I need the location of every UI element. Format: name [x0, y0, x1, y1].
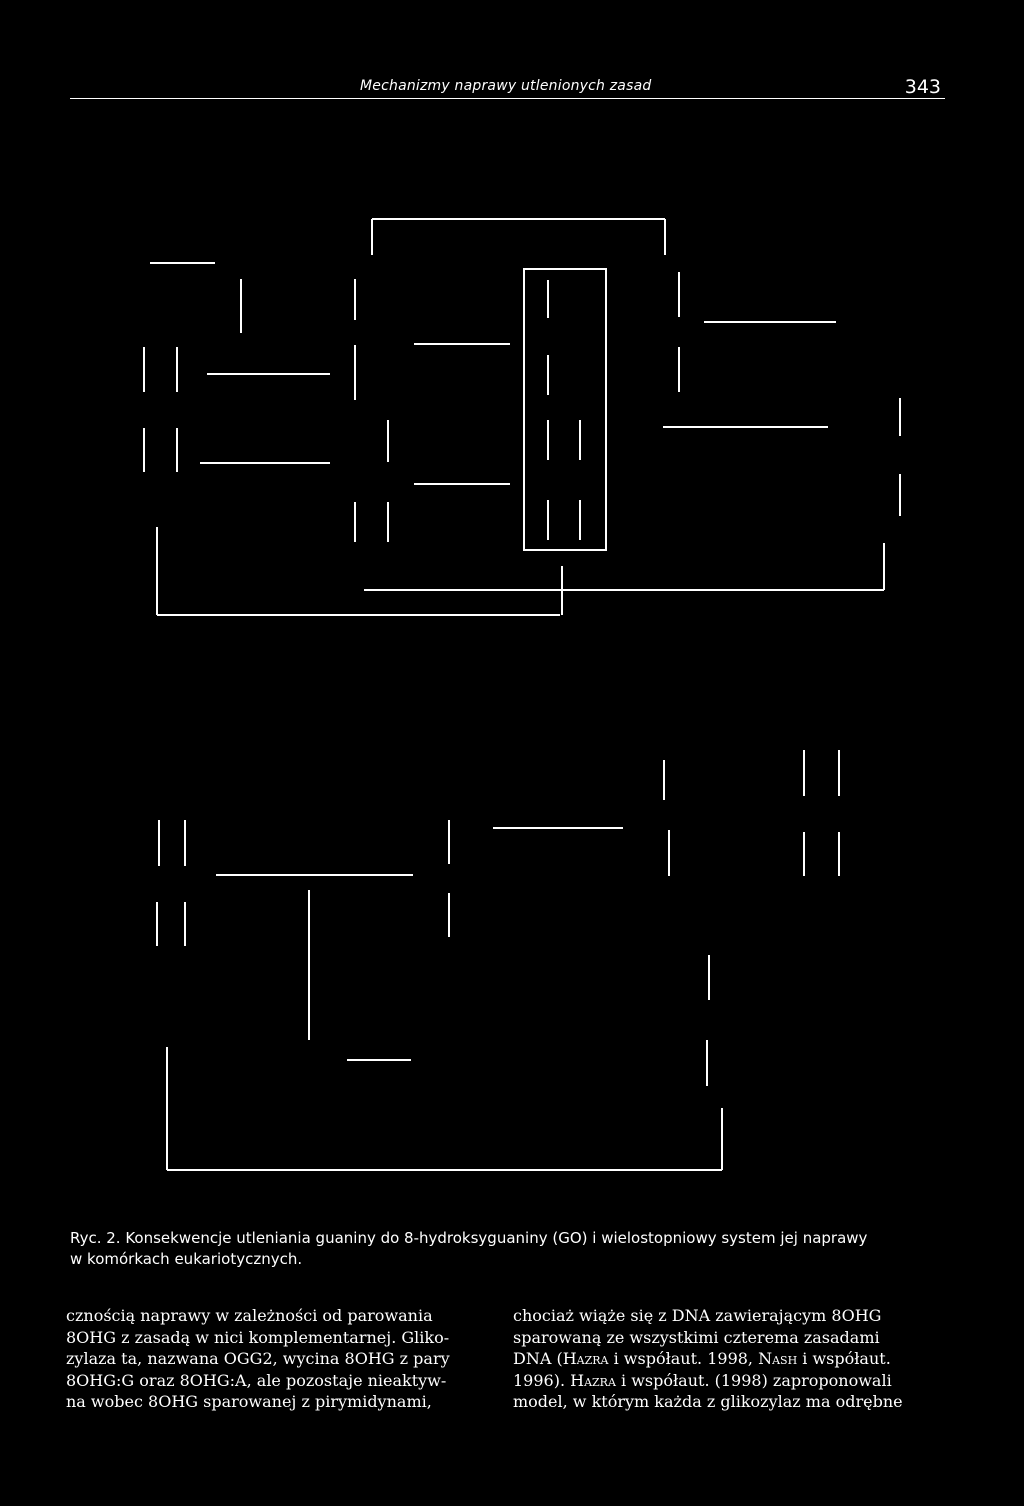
- upper-diagram: [144, 219, 900, 615]
- text-line: na wobec 8OHG sparowanej z pirymidynami,: [66, 1392, 432, 1411]
- body-column-right: [513, 1305, 945, 1413]
- text-line: model, w którym każda z glikozylaz ma odrębne: [513, 1392, 903, 1411]
- text-line: zylaza ta, nazwana OGG2, wycina 8OHG z pary: [66, 1349, 450, 1368]
- text-line: [513, 1348, 945, 1370]
- text-fragment: 1996).: [513, 1370, 571, 1390]
- paragraph: [66, 1305, 496, 1413]
- paragraph: [513, 1305, 945, 1413]
- lower-diagram: [157, 750, 839, 1170]
- author-name: Hazra: [562, 1349, 609, 1368]
- text-line: chociaż wiąże się z DNA zawierającym 8OHG: [513, 1306, 882, 1325]
- text-fragment: i współaut. 1998,: [608, 1349, 759, 1368]
- figure-caption: [70, 1228, 945, 1270]
- author-name: Hazra: [570, 1370, 616, 1390]
- page-number: 343: [904, 76, 941, 98]
- text-fragment: i współaut. (1998) zaproponowali: [615, 1370, 892, 1390]
- running-title: Mechanizmy naprawy utlenionych zasad: [360, 78, 652, 94]
- text-fragment: i współaut.: [797, 1349, 891, 1368]
- text-line: cznością naprawy w zależności od parowania: [66, 1306, 433, 1325]
- text-fragment: DNA (: [513, 1349, 563, 1368]
- author-name: Nash: [758, 1349, 798, 1368]
- text-line: [513, 1370, 945, 1392]
- text-line: 8OHG:G oraz 8OHG:A, ale pozostaje nieaktyw-: [66, 1370, 447, 1390]
- body-column-left: [66, 1305, 496, 1413]
- caption-line: w komórkach eukariotycznych.: [70, 1250, 303, 1268]
- text-line: 8OHG z zasadą w nici komplementarnej. Gliko-: [66, 1327, 450, 1347]
- text-line: sparowaną ze wszystkimi czterema zasadami: [513, 1327, 880, 1347]
- diagram-box: [524, 269, 606, 550]
- caption-line: Ryc. 2. Konsekwencje utleniania guaniny do 8-hydroksyguaniny (GO) i wielostopniowy system jej naprawy: [70, 1229, 868, 1247]
